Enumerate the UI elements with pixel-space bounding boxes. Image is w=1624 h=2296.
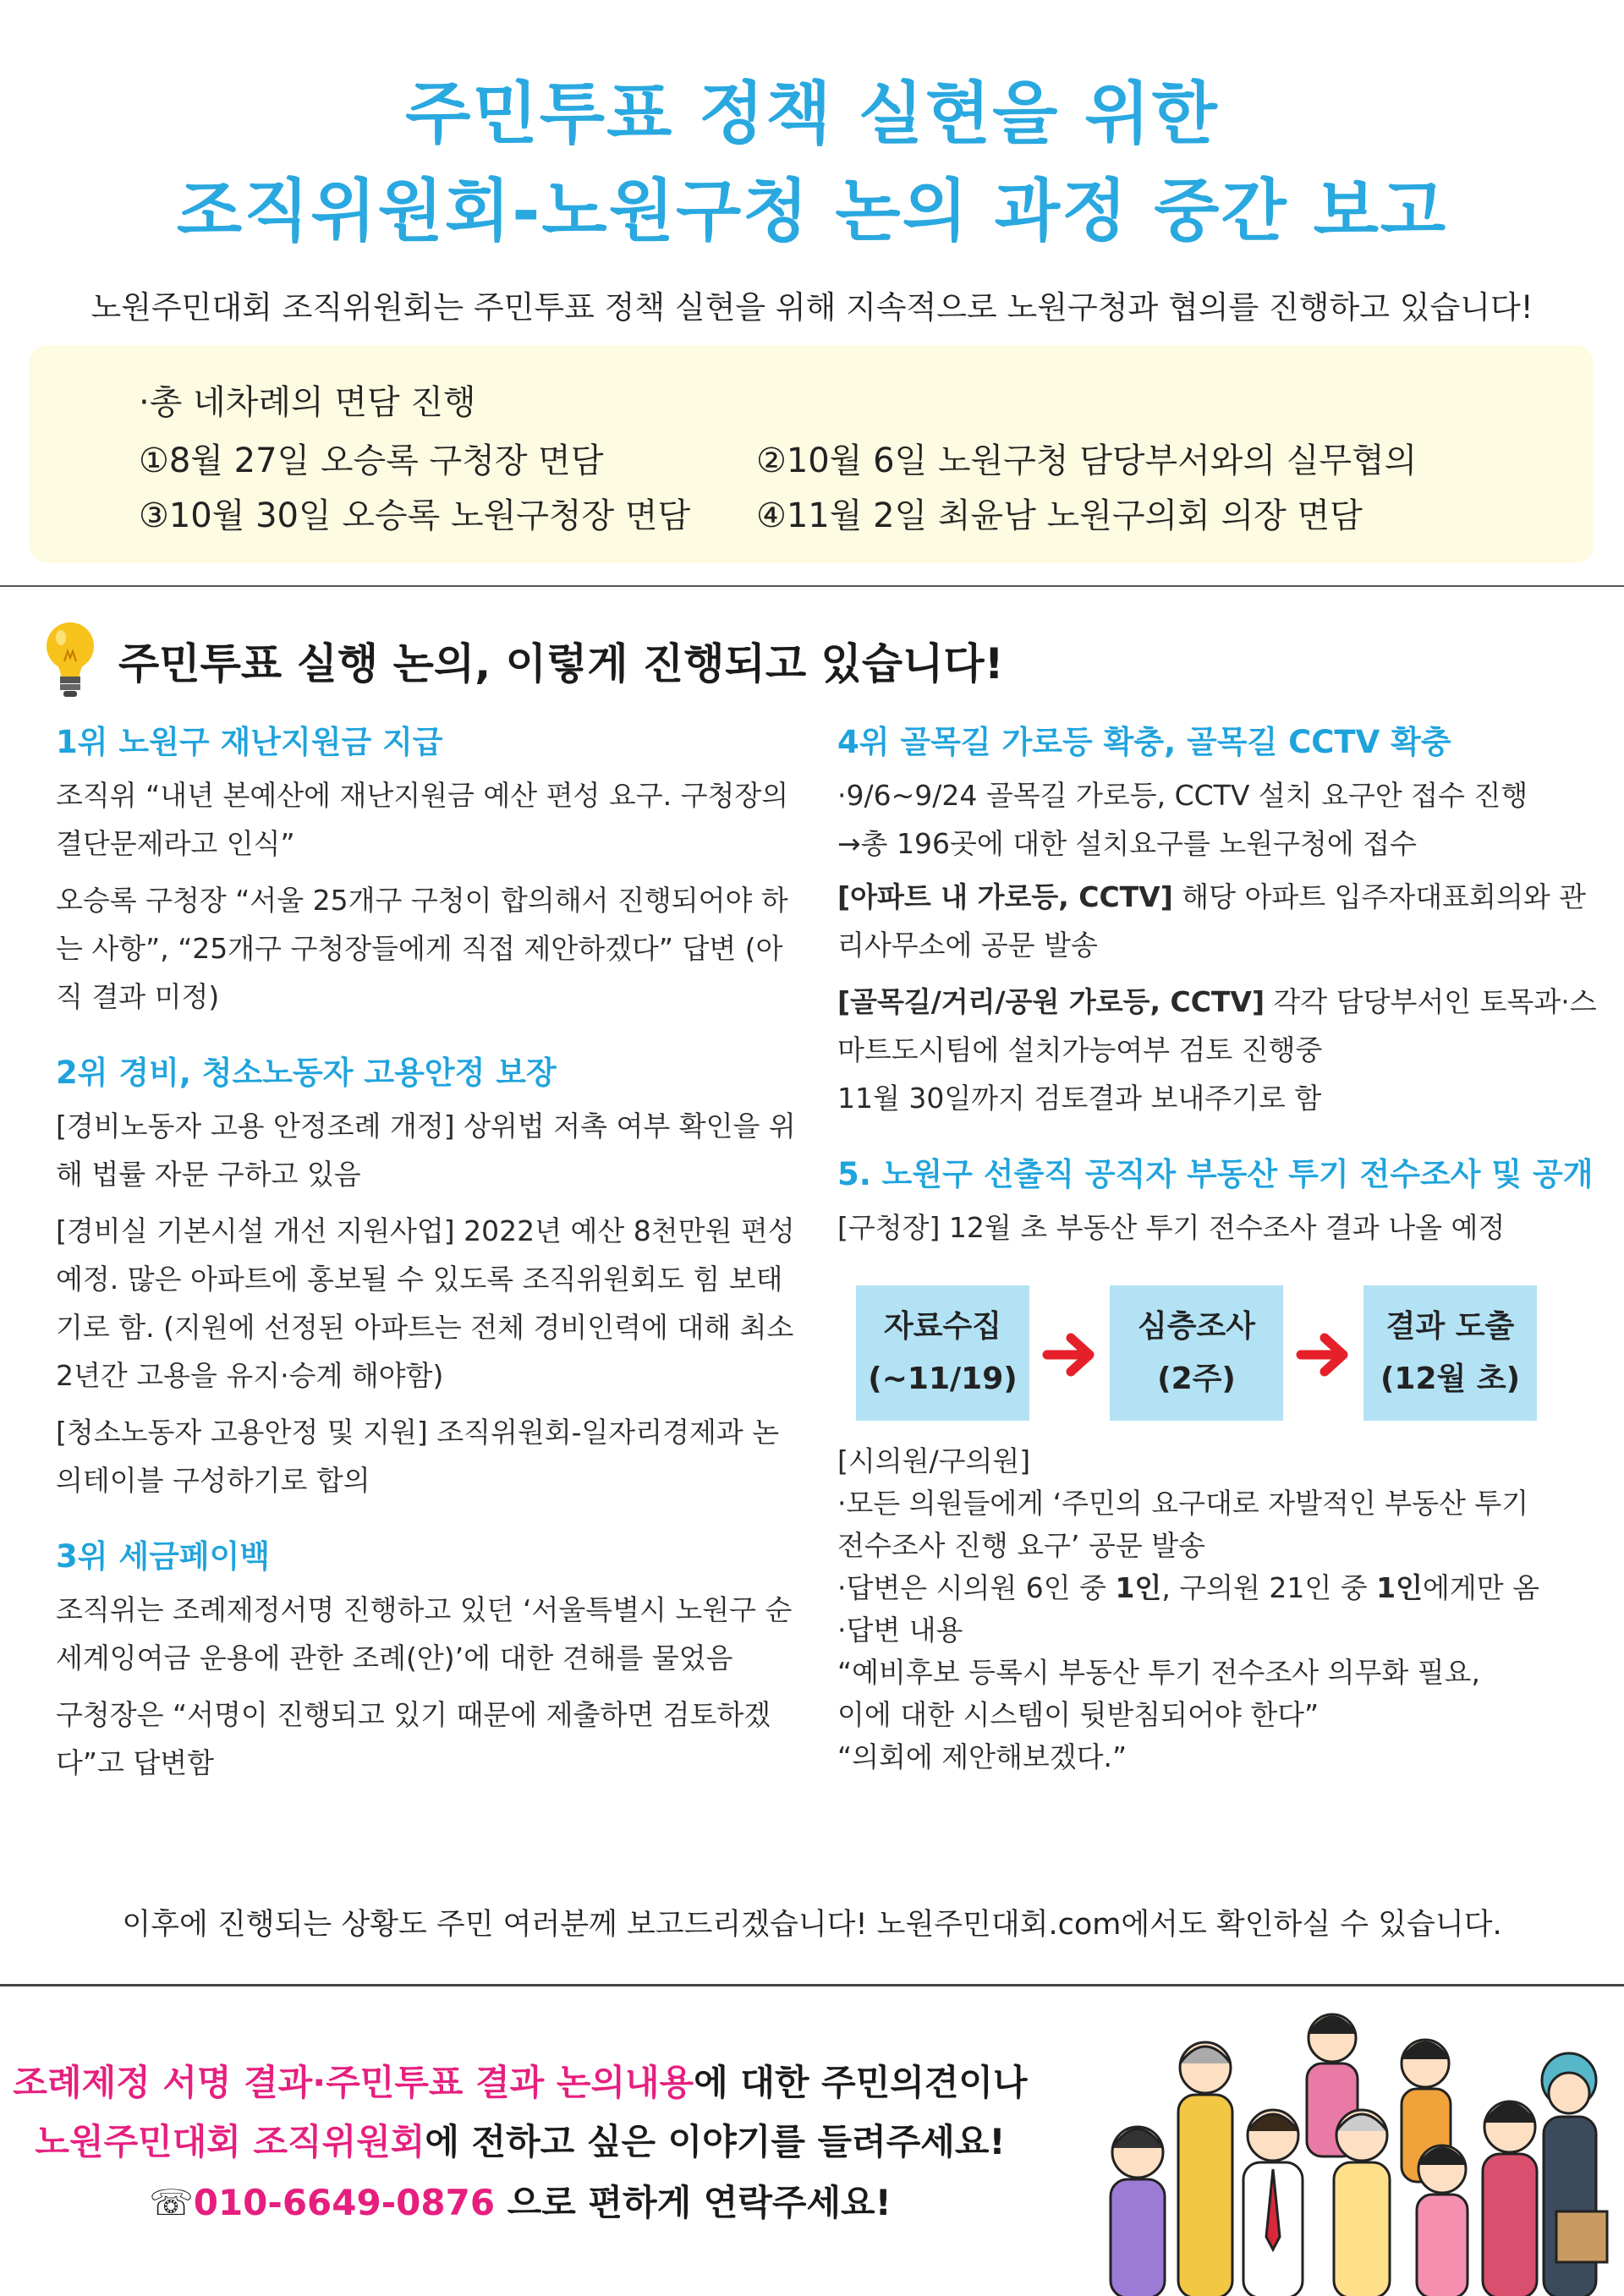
council-line: ·답변 내용 — [837, 1614, 963, 1647]
council-line: 전수조사 진행 요구’ 공문 발송 — [837, 1529, 1205, 1562]
item-text-line: ·9/6~9/24 골목길 가로등, CCTV 설치 요구안 접수 진행 — [837, 779, 1528, 812]
council-line: 에게만 옴 — [1423, 1571, 1540, 1604]
item-text: 조직위 “내년 본예산에 재난지원금 예산 편성 요구. 구청장의 결단문제라고 인식” — [56, 779, 789, 860]
item-text-line: 11월 30일까지 검토결과 보내주기로 함 — [837, 1082, 1322, 1115]
council-count: 1인 — [1115, 1571, 1162, 1604]
council-response — [837, 1440, 1599, 1778]
item-heading-5: 5. 노원구 선출직 공직자 부동산 투기 전수조사 및 공개 — [837, 1156, 1594, 1192]
arrow-right-icon — [1294, 1329, 1353, 1380]
meeting-item: ①8월 27일 오승록 구청장 면담 — [139, 441, 604, 480]
cta-text: 에 전하고 싶은 이야기를 들려주세요! — [425, 2121, 1006, 2162]
meeting-summary-box — [29, 345, 1594, 563]
cta-text: 으로 편하게 연락주세요! — [495, 2182, 892, 2223]
item-heading-1: 1위 노원구 재난지원금 지급 — [56, 724, 443, 760]
cta-highlight: 조례제정 서명 결과·주민투표 결과 논의내용 — [13, 2062, 694, 2103]
phone-number[interactable]: 010-6649-0876 — [193, 2182, 496, 2223]
cta-text: 에 대한 주민의견이나 — [694, 2062, 1028, 2103]
item-text-bold: [아파트 내 가로등, CCTV] — [837, 880, 1173, 913]
council-title: [시의원/구의원] — [837, 1444, 1031, 1477]
divider — [0, 585, 1624, 587]
item-heading-2: 2위 경비, 청소노동자 고용안정 보장 — [56, 1055, 557, 1091]
page-title-line1: 주민투표 정책 실현을 위한 — [405, 74, 1219, 153]
item-text: [구청장] 12월 초 부동산 투기 전수조사 결과 나올 예정 — [837, 1211, 1506, 1244]
page-title-line2: 조직위원회-노원구청 논의 과정 중간 보고 — [176, 172, 1448, 250]
flow-step — [1110, 1285, 1283, 1421]
flow-step-label: 자료수집 — [883, 1309, 1002, 1344]
meeting-item: ②10월 6일 노원구청 담당부서와의 실무협의 — [756, 441, 1418, 480]
item-heading-3: 3위 세금페이백 — [56, 1538, 271, 1575]
intro-text: 노원주민대회 조직위원회는 주민투표 정책 실현을 위해 지속적으로 노원구청과 협의를 진행하고 있습니다! — [91, 289, 1533, 326]
left-column — [56, 710, 800, 1795]
phone-icon: ☏ — [149, 2182, 194, 2223]
right-column — [837, 710, 1599, 1787]
item-heading-4: 4위 골목길 가로등 확충, 골목길 CCTV 확충 — [837, 724, 1451, 760]
council-count: 1인 — [1376, 1571, 1423, 1604]
cta-line — [0, 2175, 1040, 2226]
meeting-item: ③10월 30일 오승록 노원구청장 면담 — [139, 496, 691, 535]
item-text: 구청장은 “서명이 진행되고 있기 때문에 제출하면 검토하겠다”고 답변함 — [56, 1698, 771, 1779]
item-text: 오승록 구청장 “서울 25개구 구청이 합의해서 진행되어야 하는 사항”, “25개구 구청장들에게 직접 제안하겠다” 답변 (아직 결과 미정) — [56, 884, 788, 1013]
council-quote: 이에 대한 시스템이 뒷받침되어야 한다” — [837, 1698, 1320, 1731]
closing-text: 이후에 진행되는 상황도 주민 여러분께 보고드리겠습니다! 노원주민대회.com에서도 확인하실 수 있습니다. — [122, 1908, 1502, 1942]
item-text — [837, 771, 1599, 868]
flow-step-label: 결과 도출 — [1385, 1309, 1515, 1344]
item-text-line: →총 196곳에 대한 설치요구를 노원구청에 접수 — [837, 827, 1418, 860]
council-line: ·모든 의원들에게 ‘주민의 요구대로 자발적인 부동산 투기 — [837, 1487, 1529, 1520]
council-line: , 구의원 21인 중 — [1161, 1571, 1377, 1604]
council-quote: “의회에 제안해보겠다.” — [837, 1740, 1127, 1773]
section-heading: 주민투표 실행 논의, 이렇게 진행되고 있습니다! — [118, 639, 1004, 688]
flow-step-sub: (~11/19) — [868, 1362, 1018, 1396]
meeting-item: ④11월 2일 최윤남 노원구의회 의장 면담 — [756, 496, 1363, 535]
council-quote: “예비후보 등록시 부동산 투기 전수조사 의무화 필요, — [837, 1656, 1480, 1689]
summary-title: ·총 네차례의 면담 진행 — [139, 383, 476, 422]
cta-highlight: 노원주민대회 조직위원회 — [35, 2121, 425, 2162]
item-text-bold: [골목길/거리/공원 가로등, CCTV] — [837, 985, 1265, 1018]
flow-step-label: 심층조사 — [1137, 1309, 1256, 1344]
residents-illustration — [1070, 1958, 1611, 2296]
flow-step-sub: (2주) — [1157, 1362, 1236, 1396]
item-text-line: 해당 아파트 입주자대표회의와 관리사무소에 공문 발송 — [837, 880, 1587, 962]
item-text: [청소노동자 고용안정 및 지원] 조직위원회-일자리경제과 논의테이블 구성하기로 합의 — [56, 1416, 780, 1497]
council-line: ·답변은 시의원 6인 중 — [837, 1571, 1116, 1604]
item-text: 조직위는 조례제정서명 진행하고 있던 ‘서울특별시 노원구 순세계잉여금 운용에 관한 조례(안)’에 대한 견해를 물었음 — [56, 1593, 793, 1674]
cta-line — [0, 2114, 1040, 2165]
item-text: [경비실 기본시설 개선 지원사업] 2022년 예산 8천만원 편성 예정. 많은 아파트에 홍보될 수 있도록 조직위원회도 힘 보태기로 함. (지원에 선정된 아파트는 전체 경비인력에 대해 최소 2년간 고용을 유지·승계 해야함) — [56, 1214, 795, 1392]
item-text: [경비노동자 고용 안정조례 개정] 상위법 저촉 여부 확인을 위해 법률 자문 구하고 있음 — [56, 1110, 796, 1191]
flow-step — [1363, 1285, 1537, 1421]
flow-step-sub: (12월 초) — [1380, 1362, 1521, 1396]
process-flow — [856, 1285, 1599, 1425]
cta-line — [0, 2055, 1040, 2106]
item-text-line: 각각 담당부서인 토목과·스마트도시팀에 설치가능여부 검토 진행중 — [837, 985, 1597, 1066]
lightbulb-icon — [42, 617, 98, 702]
flow-step — [856, 1285, 1029, 1421]
item-text — [837, 978, 1599, 1122]
arrow-right-icon — [1040, 1329, 1100, 1380]
item-text — [837, 873, 1599, 969]
